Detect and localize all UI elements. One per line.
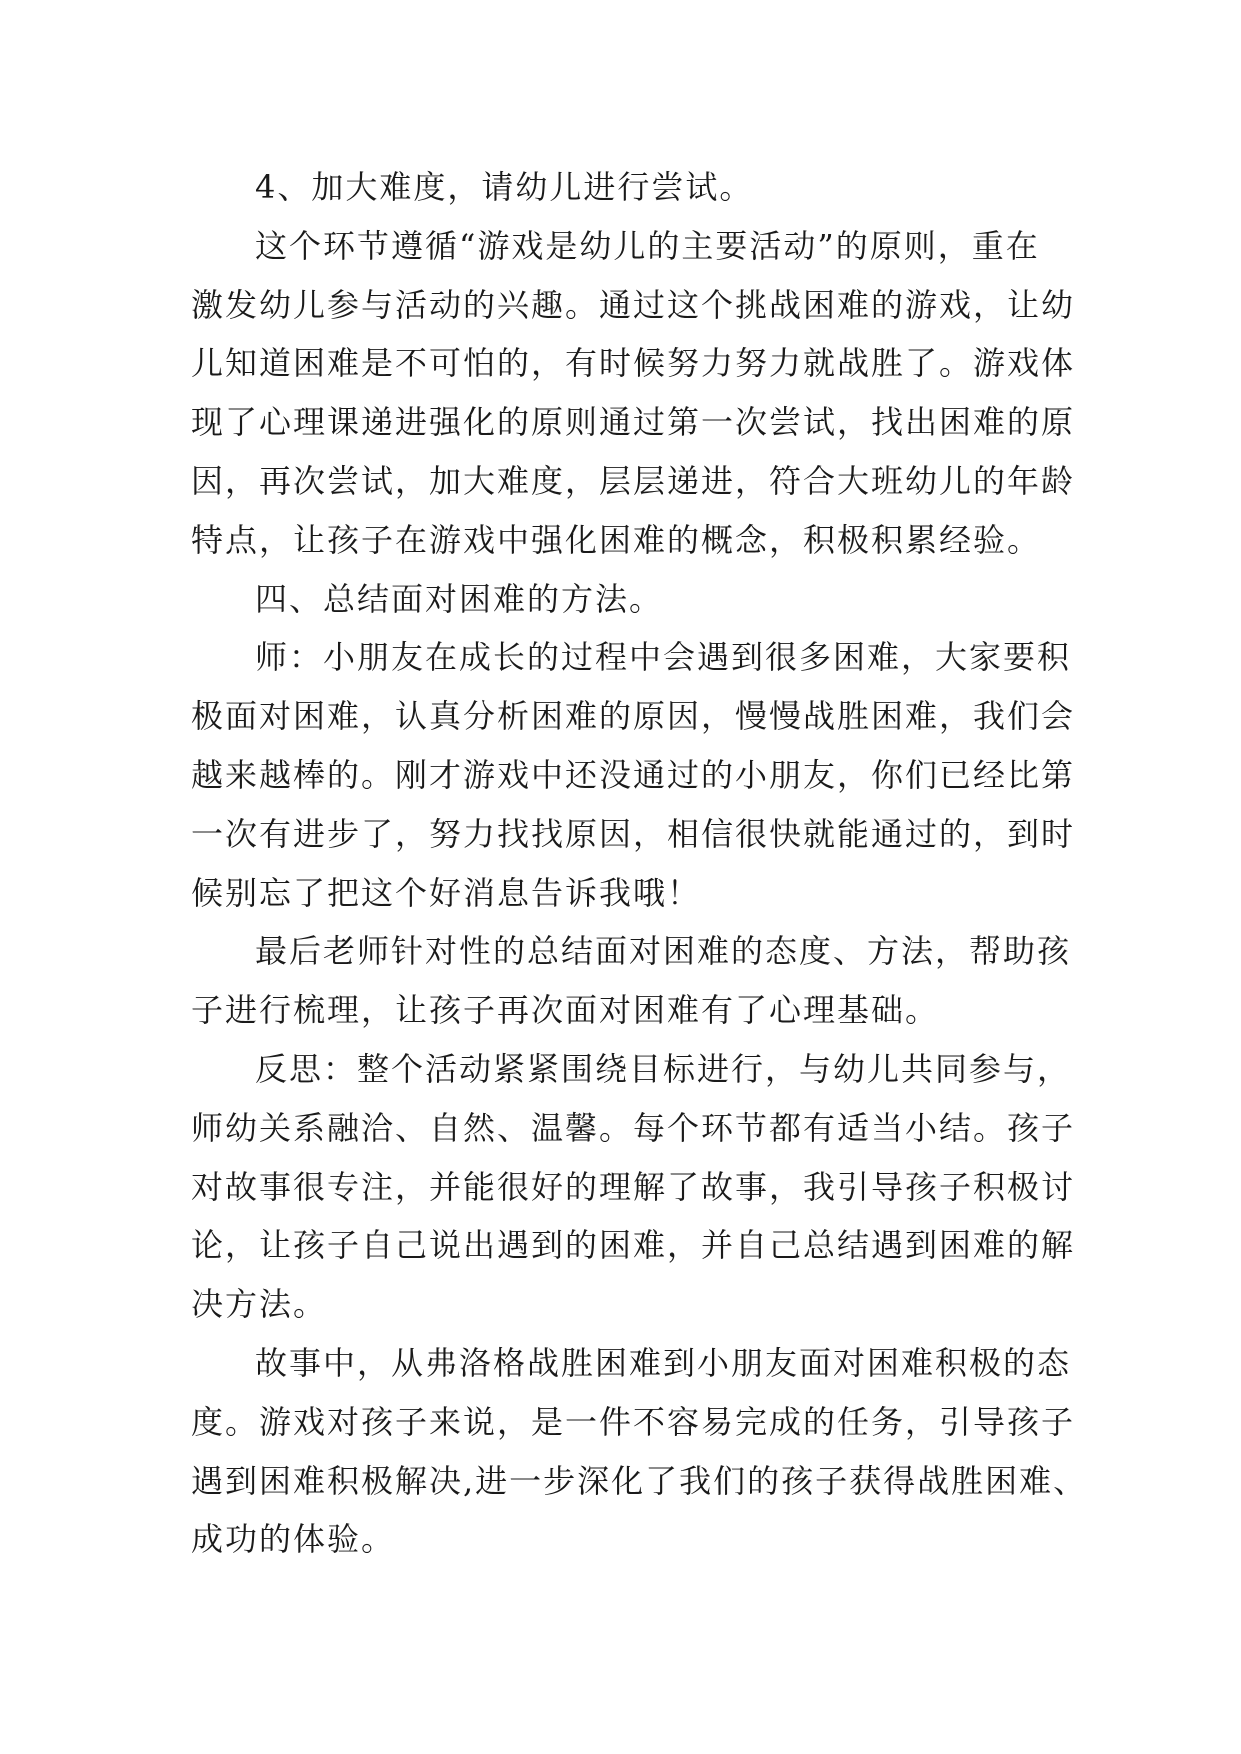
paragraph-game-principle-line-5: 因，再次尝试，加大难度，层层递进，符合大班幼儿的年龄	[191, 461, 1076, 500]
paragraph-story-line-4: 成功的体验。	[191, 1520, 396, 1559]
paragraph-teacher-line-1: 师：小朋友在成长的过程中会遇到很多困难，大家要积	[255, 638, 1072, 677]
document-body	[191, 158, 1088, 1569]
paragraph-reflection-line-3: 对故事很专注，并能很好的理解了故事，我引导孩子积极讨	[191, 1167, 1076, 1206]
paragraph-teacher-line-5: 候别忘了把这个好消息告诉我哦！	[191, 873, 702, 912]
paragraph-story-line-1: 故事中，从弗洛格战胜困难到小朋友面对困难积极的态	[255, 1343, 1072, 1382]
paragraph-game-principle-line-1: 这个环节遵循“游戏是幼儿的主要活动”的原则，重在	[255, 226, 1040, 265]
paragraph-game-principle-line-4: 现了心理课递进强化的原则通过第一次尝试，找出困难的原	[191, 403, 1076, 442]
paragraph-teacher-line-2: 极面对困难，认真分析困难的原因，慢慢战胜困难，我们会	[191, 697, 1076, 736]
paragraph-reflection-line-4: 论，让孩子自己说出遇到的困难，并自己总结遇到困难的解	[191, 1226, 1076, 1265]
paragraph-final-summary-line-2: 子进行梳理，让孩子再次面对困难有了心理基础。	[191, 991, 940, 1030]
paragraph-reflection-line-2: 师幼关系融洽、自然、温馨。每个环节都有适当小结。孩子	[191, 1108, 1076, 1147]
paragraph-story-line-3: 遇到困难积极解决,进一步深化了我们的孩子获得战胜困难、	[191, 1461, 1088, 1500]
paragraph-reflection-line-5: 决方法。	[191, 1285, 328, 1324]
paragraph-final-summary-line-1: 最后老师针对性的总结面对困难的态度、方法，帮助孩	[255, 932, 1072, 971]
paragraph-story-line-2: 度。游戏对孩子来说，是一件不容易完成的任务，引导孩子	[191, 1402, 1076, 1441]
paragraph-teacher-line-4: 一次有进步了，努力找找原因，相信很快就能通过的，到时	[191, 814, 1076, 853]
paragraph-step-4-line-1: 4、加大难度，请幼儿进行尝试。	[255, 168, 754, 206]
paragraph-game-principle-line-2: 激发幼儿参与活动的兴趣。通过这个挑战困难的游戏，让幼	[191, 285, 1076, 324]
section-heading-summary: 四、总结面对困难的方法。	[255, 579, 664, 618]
paragraph-reflection-line-1: 反思：整个活动紧紧围绕目标进行，与幼儿共同参与，	[255, 1049, 1072, 1088]
paragraph-teacher-line-3: 越来越棒的。刚才游戏中还没通过的小朋友，你们已经比第	[191, 755, 1076, 794]
paragraph-game-principle-line-3: 儿知道困难是不可怕的，有时候努力努力就战胜了。游戏体	[191, 344, 1076, 383]
paragraph-game-principle-line-6: 特点，让孩子在游戏中强化困难的概念，积极积累经验。	[191, 520, 1042, 559]
